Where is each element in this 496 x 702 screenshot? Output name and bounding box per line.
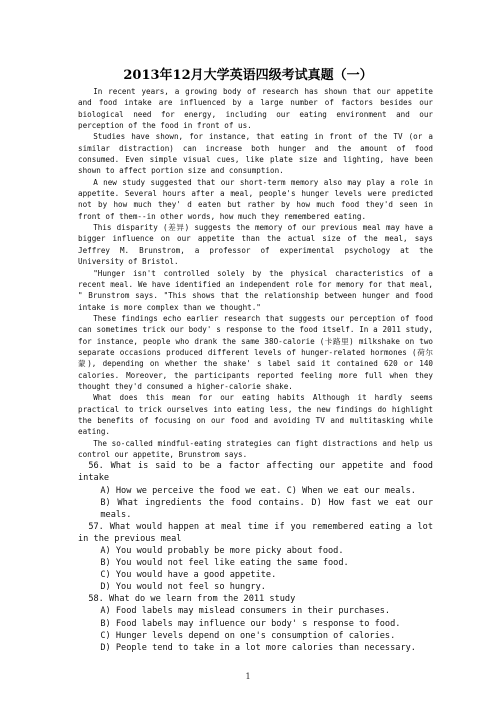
question-56-option-ac: A) How we perceive the food we eat. C) When we eat our meals.: [100, 485, 416, 496]
question-58-option-d: D) People tend to take in a lot more calories than necessary.: [100, 642, 416, 653]
question-57-stem: 57. What would happen at meal time if you remembered eating a lot in the previous meal: [78, 521, 433, 544]
question-58-option-b: B) Food labels may influence our body' s response to food.: [100, 618, 401, 629]
question-57-option-c: C) You would have a good appetite.: [100, 570, 277, 581]
paragraph-7: What does this mean for our eating habits Although it hardly seems practical to trick ourselves into eating less, the new findings do highlight the benefits of focusing on our food and avoiding TV and multitasking while eating.: [78, 393, 433, 437]
paragraph-3: A new study suggested that our short-term memory also may play a role in appetite. Several hours after a meal, people's hunger levels were predicted not by how much they' d eaten but rather by how much food they'd seen in front of them--in other words, how much they remembered eating.: [78, 177, 433, 221]
question-57-option-d: D) You would not feel so hungry.: [100, 582, 266, 593]
question-58-option-a: A) Food labels may mislead consumers in their purchases.: [100, 606, 391, 617]
document-title: 2013年12月大学英语四级考试真题（一）: [123, 68, 373, 83]
paragraph-2: Studies have shown, for instance, that eating in front of the TV (or a similar distraction) can increase both hunger and the amount of food consumed. Even simple visual cues, like plate size and lighting, have been shown to affect portion size and consumption.: [78, 132, 433, 176]
question-56-stem: 56. What is said to be a factor affecting our appetite and food intake: [78, 461, 433, 484]
paragraph-6: These findings echo earlier research that suggests our perception of food can sometimes trick our body' s response to the food itself. In a 2011 study, for instance, people who drank the same 38O-calorie (卡路里) milkshake on two separate occasions produced different levels of hunger-related hormones (荷尔蒙), depending on whether the shake' s label said it contained 620 or 140 calories. Moreover, the participants reported feeling more full when they thought they'd consumed a higher-calorie shake.: [78, 313, 433, 391]
question-57-option-b: B) You would not feel like eating the same food.: [100, 558, 349, 569]
question-57-option-a: A) You would probably be more picky about food.: [100, 546, 344, 556]
question-56-option-bd: B) What ingredients the food contains. D) How fast we eat our meals.: [100, 497, 433, 520]
page-number: 1: [245, 672, 251, 681]
paragraph-4: This disparity (差异) suggests the memory of our previous meal may have a bigger influence on our appetite than the actual size of the meal, says Jeffrey M. Brunstrom, a professor of experimental psychology at the University of Bristol.: [78, 223, 433, 267]
question-block: [78, 460, 433, 654]
paragraph-1: In recent years, a growing body of research has shown that our appetite and food intake are influenced by a large number of factors besides our biological need for energy, including our eating environment and our perception of the food in front of us.: [78, 87, 433, 131]
question-58-option-c: C) Hunger levels depend on one's consumption of calories.: [100, 630, 396, 641]
paragraph-5: "Hunger isn't controlled solely by the physical characteristics of a recent meal. We have identified an independent role for memory for that meal, " Brunstrom says. "This shows that the relationship between hunger and food intake is more complex than we thought.": [78, 268, 433, 312]
paragraph-8: The so-called mindful-eating strategies can fight distractions and help us control our appetite, Brunstrom says.: [78, 438, 433, 459]
question-58-stem: 58. What do we learn from the 2011 study: [88, 594, 296, 605]
document-body: [78, 86, 433, 654]
